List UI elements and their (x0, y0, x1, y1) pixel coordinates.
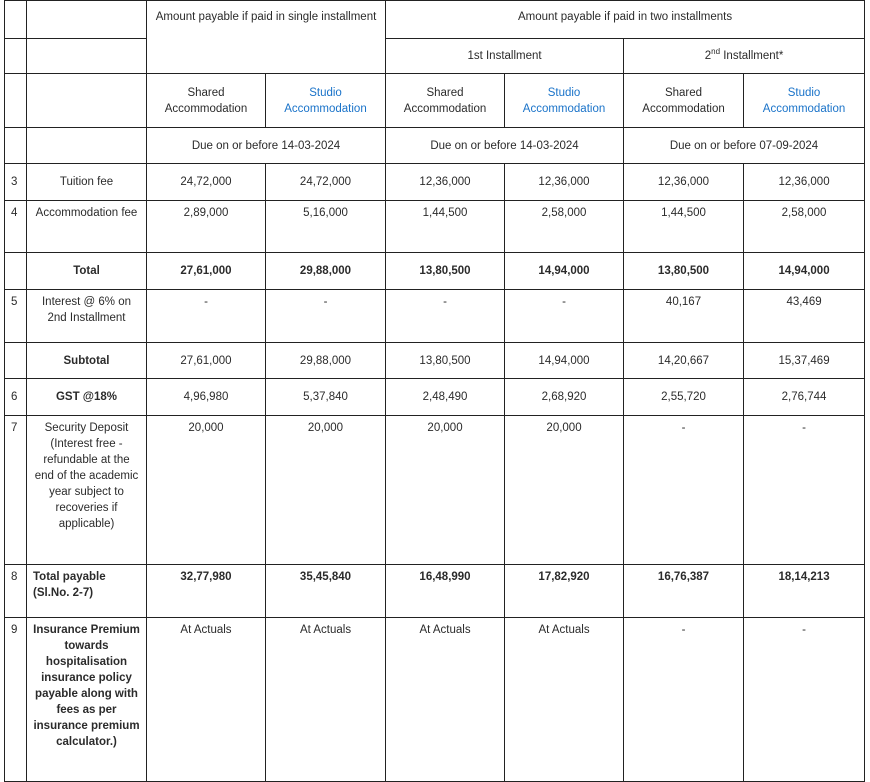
value-cell: 1,44,500 (386, 201, 505, 253)
due-date-single: Due on or before 14-03-2024 (147, 128, 386, 164)
value-cell: 5,16,000 (266, 201, 386, 253)
blank-cell (27, 1, 147, 39)
value-cell: 12,36,000 (386, 164, 505, 201)
value-cell: 27,61,000 (147, 343, 266, 379)
value-cell: 20,000 (505, 416, 624, 565)
row-number: 9 (5, 618, 27, 782)
value-cell: - (744, 618, 865, 782)
row-number: 7 (5, 416, 27, 565)
value-cell: At Actuals (266, 618, 386, 782)
table-row-total (5, 253, 865, 290)
blank-cell (27, 128, 147, 164)
value-cell: 4,96,980 (147, 379, 266, 416)
row-label: GST @18% (27, 379, 147, 416)
value-cell: 13,80,500 (386, 253, 505, 290)
row-number: 4 (5, 201, 27, 253)
value-cell: - (266, 290, 386, 343)
table-row (5, 618, 865, 782)
value-cell: 2,58,000 (505, 201, 624, 253)
due-date-second: Due on or before 07-09-2024 (624, 128, 865, 164)
value-cell: 2,76,744 (744, 379, 865, 416)
studio-header: Studio Accommodation (266, 74, 386, 128)
blank-cell (5, 128, 27, 164)
row-label: Interest @ 6% on 2nd Installment (27, 290, 147, 343)
row-label: Security Deposit (Interest free - refundable at the end of the academic year subject to recoveries if applicable) (27, 416, 147, 565)
row-label: Subtotal (27, 343, 147, 379)
value-cell: 1,44,500 (624, 201, 744, 253)
shared-header: Shared Accommodation (386, 74, 505, 128)
value-cell: 24,72,000 (266, 164, 386, 201)
row-number: 6 (5, 379, 27, 416)
value-cell: 20,000 (386, 416, 505, 565)
value-cell: 12,36,000 (744, 164, 865, 201)
table-row (5, 201, 865, 253)
value-cell: 14,94,000 (744, 253, 865, 290)
value-cell: 14,20,667 (624, 343, 744, 379)
value-cell: 14,94,000 (505, 253, 624, 290)
row-number (5, 343, 27, 379)
value-cell: At Actuals (147, 618, 266, 782)
table-row (5, 290, 865, 343)
value-cell: - (386, 290, 505, 343)
row-label: Accommodation fee (27, 201, 147, 253)
shared-header: Shared Accommodation (624, 74, 744, 128)
value-cell: - (624, 416, 744, 565)
value-cell: 18,14,213 (744, 565, 865, 618)
row-label: Insurance Premium towards hospitalisation insurance policy payable along with fees as per insurance premium calculator.) (27, 618, 147, 782)
row-label: Total (27, 253, 147, 290)
value-cell: - (624, 618, 744, 782)
blank-cell (5, 74, 27, 128)
studio-header: Studio Accommodation (744, 74, 865, 128)
blank-cell (5, 39, 27, 74)
row-number: 8 (5, 565, 27, 618)
value-cell: 14,94,000 (505, 343, 624, 379)
value-cell: 2,55,720 (624, 379, 744, 416)
value-cell: At Actuals (386, 618, 505, 782)
value-cell: 13,80,500 (386, 343, 505, 379)
value-cell: 20,000 (147, 416, 266, 565)
row-number (5, 253, 27, 290)
studio-header: Studio Accommodation (505, 74, 624, 128)
row-label: Total payable (Sl.No. 2-7) (27, 565, 147, 618)
table-row (5, 379, 865, 416)
value-cell: 2,68,920 (505, 379, 624, 416)
value-cell: 32,77,980 (147, 565, 266, 618)
blank-cell (27, 39, 147, 74)
value-cell: 13,80,500 (624, 253, 744, 290)
value-cell: 35,45,840 (266, 565, 386, 618)
value-cell: 16,76,387 (624, 565, 744, 618)
row-number: 5 (5, 290, 27, 343)
second-installment-header: 2nd Installment* (624, 39, 865, 74)
table-row (5, 164, 865, 201)
value-cell: 17,82,920 (505, 565, 624, 618)
header-row-1 (5, 1, 865, 39)
fee-table (4, 0, 865, 782)
table-row (5, 416, 865, 565)
value-cell: At Actuals (505, 618, 624, 782)
value-cell: 2,58,000 (744, 201, 865, 253)
shared-header: Shared Accommodation (147, 74, 266, 128)
value-cell: 2,89,000 (147, 201, 266, 253)
value-cell: 29,88,000 (266, 343, 386, 379)
value-cell: 27,61,000 (147, 253, 266, 290)
header-row-2 (5, 39, 865, 74)
blank-cell (5, 1, 27, 39)
single-payment-header: Amount payable if paid in single installment (147, 1, 386, 74)
accommodation-header-row (5, 74, 865, 128)
first-installment-header: 1st Installment (386, 39, 624, 74)
blank-cell (27, 74, 147, 128)
table-row-subtotal (5, 343, 865, 379)
two-installment-header: Amount payable if paid in two installments (386, 1, 865, 39)
row-number: 3 (5, 164, 27, 201)
value-cell: 16,48,990 (386, 565, 505, 618)
value-cell: 12,36,000 (624, 164, 744, 201)
value-cell: - (505, 290, 624, 343)
value-cell: 40,167 (624, 290, 744, 343)
value-cell: 20,000 (266, 416, 386, 565)
value-cell: 43,469 (744, 290, 865, 343)
value-cell: 29,88,000 (266, 253, 386, 290)
table-row-total-payable (5, 565, 865, 618)
value-cell: 5,37,840 (266, 379, 386, 416)
value-cell: - (147, 290, 266, 343)
value-cell: 24,72,000 (147, 164, 266, 201)
value-cell: 2,48,490 (386, 379, 505, 416)
row-label: Tuition fee (27, 164, 147, 201)
due-date-row (5, 128, 865, 164)
value-cell: 12,36,000 (505, 164, 624, 201)
due-date-first: Due on or before 14-03-2024 (386, 128, 624, 164)
value-cell: 15,37,469 (744, 343, 865, 379)
value-cell: - (744, 416, 865, 565)
